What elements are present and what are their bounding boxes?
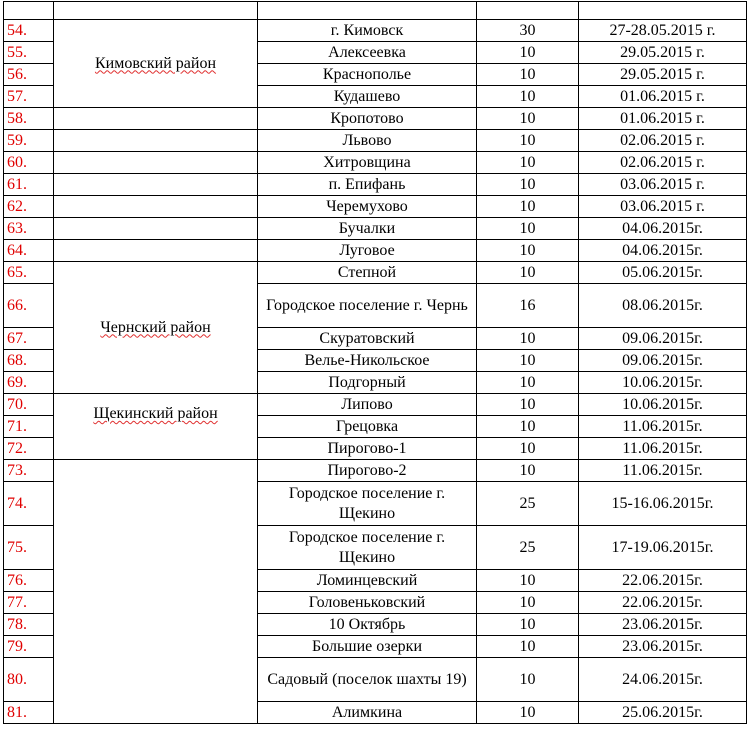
place-name: Бучалки [258,218,477,240]
place-name: Краснополье [258,64,477,86]
place-name: Городское поселение г. Щекино [258,526,477,570]
header-cell-district [54,2,258,20]
district-empty [54,174,258,196]
place-name: Велье-Никольское [258,350,477,372]
row-number: 56. [4,64,54,86]
place-name: Черемухово [258,196,477,218]
place-name: Кропотово [258,108,477,130]
participant-count: 10 [477,152,579,174]
header-cell-count [477,2,579,20]
district-empty [54,130,258,152]
table-row [4,174,747,196]
participant-count: 10 [477,174,579,196]
participant-count: 10 [477,614,579,636]
district-chernsky [54,262,258,394]
place-name: Городское поселение г. Щекино [258,482,477,526]
event-date: 23.06.2015г. [579,636,747,658]
place-name: Ломинцевский [258,570,477,592]
place-name: г. Кимовск [258,20,477,42]
row-number: 75. [4,526,54,570]
participant-count: 10 [477,262,579,284]
participant-count: 10 [477,350,579,372]
row-number: 66. [4,284,54,328]
row-number: 60. [4,152,54,174]
participant-count: 10 [477,394,579,416]
place-name: Городское поселение г. Чернь [258,284,477,328]
place-name: Грецовка [258,416,477,438]
event-date: 22.06.2015г. [579,570,747,592]
row-number: 67. [4,328,54,350]
district-empty [54,460,258,724]
row-number: 79. [4,636,54,658]
place-name: Луговое [258,240,477,262]
place-name: Хитровщина [258,152,477,174]
event-date: 11.06.2015г. [579,460,747,482]
district-label: Щекинский район [93,405,218,422]
row-number: 64. [4,240,54,262]
participant-count: 10 [477,196,579,218]
schedule-table [3,1,747,724]
event-date: 17-19.06.2015г. [579,526,747,570]
event-date: 09.06.2015г. [579,350,747,372]
place-name: Алексеевка [258,42,477,64]
row-number: 74. [4,482,54,526]
participant-count: 10 [477,240,579,262]
event-date: 29.05.2015 г. [579,42,747,64]
row-number: 59. [4,130,54,152]
row-number: 58. [4,108,54,130]
participant-count: 25 [477,526,579,570]
participant-count: 10 [477,64,579,86]
table-row [4,130,747,152]
participant-count: 30 [477,20,579,42]
place-name: Львово [258,130,477,152]
table-row [4,152,747,174]
district-empty [54,152,258,174]
event-date: 11.06.2015г. [579,438,747,460]
participant-count: 10 [477,592,579,614]
district-shchekinsky [54,394,258,460]
header-cell-place [258,2,477,20]
row-number: 69. [4,372,54,394]
row-number: 81. [4,702,54,724]
participant-count: 10 [477,416,579,438]
event-date: 15-16.06.2015г. [579,482,747,526]
place-name: Липово [258,394,477,416]
participant-count: 10 [477,438,579,460]
place-name: Головеньковский [258,592,477,614]
table-row [4,240,747,262]
row-number: 76. [4,570,54,592]
participant-count: 10 [477,86,579,108]
district-empty [54,218,258,240]
event-date: 09.06.2015г. [579,328,747,350]
row-number: 72. [4,438,54,460]
event-date: 03.06.2015 г. [579,174,747,196]
event-date: 10.06.2015г. [579,394,747,416]
place-name: Большие озерки [258,636,477,658]
participant-count: 10 [477,702,579,724]
row-number: 77. [4,592,54,614]
event-date: 01.06.2015 г. [579,108,747,130]
header-row [4,2,747,20]
event-date: 23.06.2015г. [579,614,747,636]
event-date: 04.06.2015г. [579,218,747,240]
schedule-table-body [4,2,747,724]
district-kimovsky [54,20,258,108]
event-date: 04.06.2015г. [579,240,747,262]
event-date: 10.06.2015г. [579,372,747,394]
header-cell-number [4,2,54,20]
district-label: Чернский район [100,318,211,336]
table-row [4,262,747,284]
row-number: 71. [4,416,54,438]
event-date: 25.06.2015г. [579,702,747,724]
district-empty [54,108,258,130]
table-row [4,460,747,482]
place-name: 10 Октябрь [258,614,477,636]
row-number: 54. [4,20,54,42]
participant-count: 25 [477,482,579,526]
row-number: 78. [4,614,54,636]
place-name: Пирогово-2 [258,460,477,482]
event-date: 08.06.2015г. [579,284,747,328]
event-date: 05.06.2015г. [579,262,747,284]
participant-count: 10 [477,372,579,394]
table-row [4,108,747,130]
place-name: Пирогово-1 [258,438,477,460]
district-empty [54,240,258,262]
header-cell-date [579,2,747,20]
participant-count: 10 [477,218,579,240]
table-row [4,394,747,416]
row-number: 73. [4,460,54,482]
participant-count: 10 [477,130,579,152]
row-number: 63. [4,218,54,240]
participant-count: 10 [477,42,579,64]
table-row [4,20,747,42]
place-name: Подгорный [258,372,477,394]
event-date: 03.06.2015 г. [579,196,747,218]
participant-count: 10 [477,570,579,592]
event-date: 02.06.2015 г. [579,152,747,174]
event-date: 22.06.2015г. [579,592,747,614]
event-date: 24.06.2015г. [579,658,747,702]
district-label: Кимовский район [94,54,217,72]
row-number: 62. [4,196,54,218]
table-row [4,218,747,240]
event-date: 11.06.2015г. [579,416,747,438]
row-number: 70. [4,394,54,416]
place-name: Скуратовский [258,328,477,350]
participant-count: 10 [477,658,579,702]
row-number: 68. [4,350,54,372]
place-name: п. Епифань [258,174,477,196]
row-number: 55. [4,42,54,64]
participant-count: 10 [477,328,579,350]
place-name: Алимкина [258,702,477,724]
participant-count: 10 [477,108,579,130]
event-date: 02.06.2015 г. [579,130,747,152]
participant-count: 16 [477,284,579,328]
place-name: Степной [258,262,477,284]
event-date: 27-28.05.2015 г. [579,20,747,42]
event-date: 29.05.2015 г. [579,64,747,86]
district-empty [54,196,258,218]
participant-count: 10 [477,460,579,482]
place-name: Кудашево [258,86,477,108]
table-row [4,196,747,218]
participant-count: 10 [477,636,579,658]
row-number: 57. [4,86,54,108]
row-number: 65. [4,262,54,284]
row-number: 80. [4,658,54,702]
place-name: Садовый (поселок шахты 19) [258,658,477,702]
event-date: 01.06.2015 г. [579,86,747,108]
row-number: 61. [4,174,54,196]
